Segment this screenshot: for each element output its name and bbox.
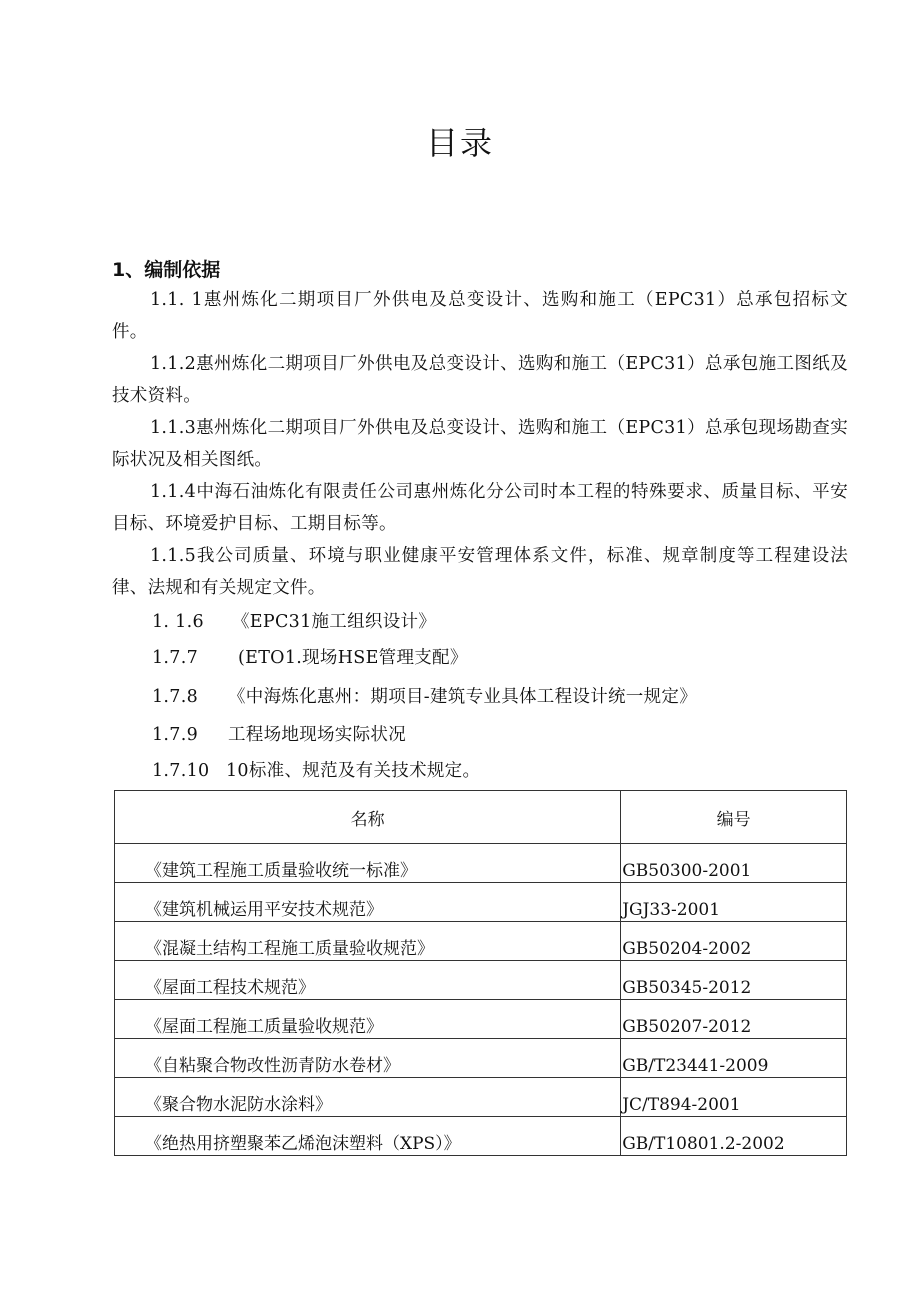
standard-name: 《建筑机械运用平安技术规范》 xyxy=(115,883,621,922)
table-row xyxy=(115,1117,847,1156)
paragraph-1-1-2: 1.1.2惠州炼化二期项目厂外供电及总变设计、选购和施工（EPC31）总承包施工图纸及技术资料。 xyxy=(112,354,848,406)
standard-name: 《绝热用挤塑聚苯乙烯泡沫塑料（XPS）》 xyxy=(115,1117,621,1156)
header-name: 名称 xyxy=(115,791,621,844)
table-row xyxy=(115,961,847,1000)
table-header-row xyxy=(115,791,847,844)
section-heading: 1、编制依据 xyxy=(112,259,221,281)
table-row xyxy=(115,922,847,961)
table-row xyxy=(115,1078,847,1117)
standard-code: GB/T23441-2009 xyxy=(621,1039,847,1078)
table-row xyxy=(115,1000,847,1039)
paragraph-1-1-1: 1.1. 1惠州炼化二期项目厂外供电及总变设计、选购和施工（EPC31）总承包招标文件。 xyxy=(112,290,848,342)
item-text: 《中海炼化惠州：期项目-建筑专业具体工程设计统一规定》 xyxy=(228,687,698,707)
standard-name: 《聚合物水泥防水涂料》 xyxy=(115,1078,621,1117)
list-item xyxy=(152,644,468,672)
item-number: 1.7.9 xyxy=(152,725,199,745)
list-item xyxy=(152,608,436,636)
paragraph-1-1-5: 1.1.5我公司质量、环境与职业健康平安管理体系文件，标准、规章制度等工程建设法律、法规和有关规定文件。 xyxy=(112,546,848,598)
item-number: 1.7.7 xyxy=(152,648,199,668)
standard-code: GB50204-2002 xyxy=(621,922,847,961)
paragraph-1-1-4: 1.1.4中海石油炼化有限责任公司惠州炼化分公司时本工程的特殊要求、质量目标、平安目标、环境爱护目标、工期目标等。 xyxy=(112,482,848,534)
list-item xyxy=(152,683,697,711)
paragraph-1-1-3: 1.1.3惠州炼化二期项目厂外供电及总变设计、选购和施工（EPC31）总承包现场勘查实际状况及相关图纸。 xyxy=(112,418,848,470)
item-text: 《EPC31施工组织设计》 xyxy=(232,612,437,632)
item-number: 1.7.10 xyxy=(152,761,210,781)
standard-name: 《建筑工程施工质量验收统一标准》 xyxy=(115,844,621,883)
standards-table xyxy=(114,790,847,1156)
standard-name: 《屋面工程施工质量验收规范》 xyxy=(115,1000,621,1039)
page-title: 目录 xyxy=(425,124,494,162)
item-text: (ETO1.现场HSE管理支配》 xyxy=(238,648,468,668)
item-number: 1.7.8 xyxy=(152,687,199,707)
standard-name: 《屋面工程技术规范》 xyxy=(115,961,621,1000)
standard-name: 《混凝土结构工程施工质量验收规范》 xyxy=(115,922,621,961)
standard-code: JGJ33-2001 xyxy=(621,883,847,922)
item-text: 工程场地现场实际状况 xyxy=(228,725,406,745)
standard-code: GB50345-2012 xyxy=(621,961,847,1000)
table-row xyxy=(115,844,847,883)
standard-code: JC/T894-2001 xyxy=(621,1078,847,1117)
item-number: 1. 1.6 xyxy=(152,612,204,632)
standard-code: GB/T10801.2-2002 xyxy=(621,1117,847,1156)
standard-code: GB50300-2001 xyxy=(621,844,847,883)
table-row xyxy=(115,1039,847,1078)
table-row xyxy=(115,883,847,922)
standard-name: 《自粘聚合物改性沥青防水卷材》 xyxy=(115,1039,621,1078)
list-item xyxy=(152,757,480,785)
item-text: 10标准、规范及有关技术规定。 xyxy=(226,761,481,781)
list-item xyxy=(152,721,406,749)
standard-code: GB50207-2012 xyxy=(621,1000,847,1039)
header-code: 编号 xyxy=(621,791,847,844)
